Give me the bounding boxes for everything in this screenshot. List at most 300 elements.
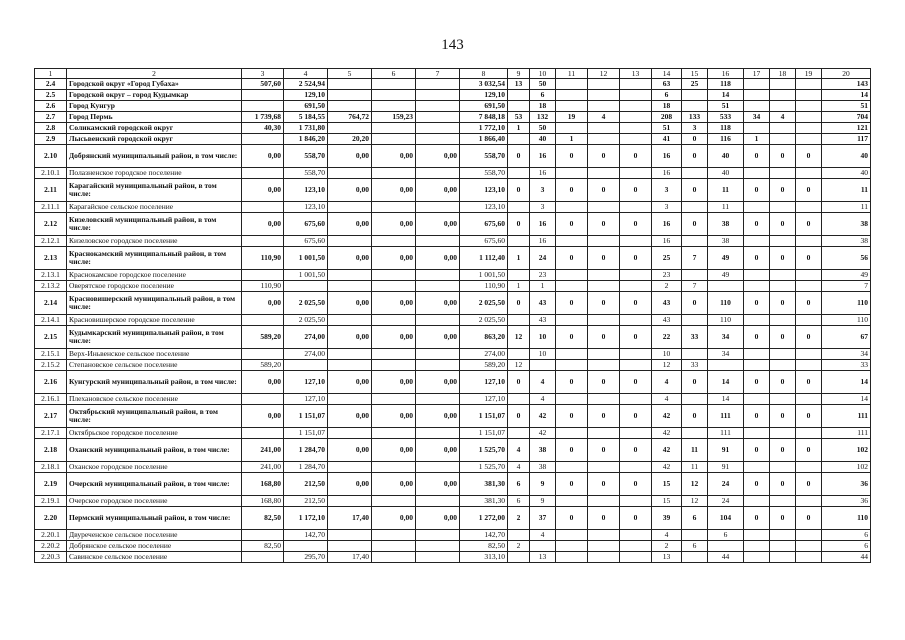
count-cell xyxy=(770,236,796,247)
row-name: Городской округ «Город Губаха» xyxy=(67,79,242,90)
count-cell xyxy=(620,349,652,360)
value-cell xyxy=(372,101,416,112)
count-cell xyxy=(588,530,620,541)
count-cell xyxy=(770,541,796,552)
count-cell xyxy=(508,530,530,541)
count-cell xyxy=(556,270,588,281)
value-cell: 1 284,70 xyxy=(284,439,328,462)
count-cell: 104 xyxy=(708,507,744,530)
count-cell: 25 xyxy=(682,79,708,90)
count-cell xyxy=(770,496,796,507)
count-cell: 38 xyxy=(708,213,744,236)
value-cell: 0,00 xyxy=(328,439,372,462)
value-cell xyxy=(328,236,372,247)
value-cell: 1 525,70 xyxy=(460,439,508,462)
value-cell xyxy=(372,134,416,145)
count-cell: 0 xyxy=(620,439,652,462)
row-name: Город Кунгур xyxy=(67,101,242,112)
row-code: 2.17.1 xyxy=(35,428,67,439)
count-cell: 0 xyxy=(796,213,822,236)
table-row xyxy=(35,428,871,439)
value-cell: 0,00 xyxy=(372,371,416,394)
row-code: 2.10.1 xyxy=(35,168,67,179)
count-cell xyxy=(796,462,822,473)
count-cell: 0 xyxy=(682,213,708,236)
value-cell: 691,50 xyxy=(460,101,508,112)
count-cell xyxy=(796,134,822,145)
count-cell: 4 xyxy=(588,112,620,123)
count-cell: 1 xyxy=(556,134,588,145)
table-row xyxy=(35,168,871,179)
count-cell: 0 xyxy=(620,473,652,496)
row-code: 2.11.1 xyxy=(35,202,67,213)
row-name: Кудымкарский муниципальный район, в том числе: xyxy=(67,326,242,349)
value-cell xyxy=(372,496,416,507)
value-cell: 0,00 xyxy=(416,145,460,168)
table-row xyxy=(35,247,871,270)
value-cell xyxy=(242,168,284,179)
row-name: Карагайское сельское поселение xyxy=(67,202,242,213)
table-row xyxy=(35,326,871,349)
count-cell xyxy=(796,552,822,563)
row-code: 2.20.1 xyxy=(35,530,67,541)
count-cell: 0 xyxy=(744,507,770,530)
row-name: Октябрьское городское поселение xyxy=(67,428,242,439)
count-cell: 7 xyxy=(682,281,708,292)
count-cell xyxy=(620,530,652,541)
count-cell xyxy=(770,360,796,371)
row-name: Карагайский муниципальный район, в том числе: xyxy=(67,179,242,202)
value-cell: 17,40 xyxy=(328,507,372,530)
value-cell xyxy=(242,552,284,563)
value-cell: 0,00 xyxy=(416,371,460,394)
value-cell xyxy=(416,123,460,134)
row-name: Кунгурский муниципальный район, в том числе: xyxy=(67,371,242,394)
count-cell: 16 xyxy=(652,168,682,179)
value-cell: 241,00 xyxy=(242,439,284,462)
count-cell: 43 xyxy=(530,315,556,326)
count-cell: 0 xyxy=(770,247,796,270)
count-cell: 0 xyxy=(508,292,530,315)
value-cell xyxy=(242,315,284,326)
table-row xyxy=(35,101,871,112)
count-cell xyxy=(556,552,588,563)
count-cell: 4 xyxy=(508,462,530,473)
table-row xyxy=(35,541,871,552)
count-cell: 9 xyxy=(530,496,556,507)
count-cell: 50 xyxy=(530,79,556,90)
count-cell: 0 xyxy=(744,326,770,349)
count-cell xyxy=(744,168,770,179)
total-cell: 34 xyxy=(822,349,871,360)
total-cell: 111 xyxy=(822,428,871,439)
count-cell: 4 xyxy=(508,439,530,462)
count-cell xyxy=(744,394,770,405)
value-cell: 1 272,00 xyxy=(460,507,508,530)
value-cell xyxy=(416,541,460,552)
row-code: 2.12 xyxy=(35,213,67,236)
row-name: Верх-Иньвенское сельское поселение xyxy=(67,349,242,360)
count-cell: 13 xyxy=(530,552,556,563)
count-cell xyxy=(588,79,620,90)
count-cell xyxy=(744,281,770,292)
count-cell: 0 xyxy=(556,179,588,202)
value-cell xyxy=(416,101,460,112)
value-cell: 0,00 xyxy=(372,179,416,202)
count-cell: 2 xyxy=(508,541,530,552)
value-cell xyxy=(416,281,460,292)
value-cell xyxy=(242,202,284,213)
count-cell xyxy=(744,202,770,213)
count-cell: 34 xyxy=(708,326,744,349)
row-code: 2.16.1 xyxy=(35,394,67,405)
value-cell xyxy=(372,236,416,247)
value-cell: 691,50 xyxy=(284,101,328,112)
count-cell: 0 xyxy=(796,507,822,530)
value-cell xyxy=(328,496,372,507)
header-row xyxy=(35,69,871,79)
count-cell: 44 xyxy=(708,552,744,563)
count-cell: 6 xyxy=(682,507,708,530)
value-cell xyxy=(372,281,416,292)
row-code: 2.9 xyxy=(35,134,67,145)
row-name: Краснокамское городское поселение xyxy=(67,270,242,281)
value-cell xyxy=(416,202,460,213)
count-cell: 0 xyxy=(770,405,796,428)
value-cell: 0,00 xyxy=(242,213,284,236)
count-cell xyxy=(556,202,588,213)
count-cell: 43 xyxy=(652,292,682,315)
count-cell: 3 xyxy=(652,202,682,213)
count-cell: 12 xyxy=(652,360,682,371)
count-cell xyxy=(508,101,530,112)
count-cell: 51 xyxy=(708,101,744,112)
count-cell xyxy=(620,281,652,292)
value-cell xyxy=(242,236,284,247)
count-cell: 19 xyxy=(556,112,588,123)
count-cell: 0 xyxy=(620,371,652,394)
count-cell xyxy=(588,202,620,213)
row-code: 2.13 xyxy=(35,247,67,270)
count-cell xyxy=(588,552,620,563)
count-cell: 111 xyxy=(708,405,744,428)
count-cell: 0 xyxy=(588,179,620,202)
total-cell: 11 xyxy=(822,202,871,213)
value-cell: 1 525,70 xyxy=(460,462,508,473)
count-cell: 3 xyxy=(682,123,708,134)
count-cell: 1 xyxy=(508,247,530,270)
header-cell: 2 xyxy=(67,69,242,79)
value-cell xyxy=(372,123,416,134)
count-cell xyxy=(556,530,588,541)
count-cell xyxy=(556,79,588,90)
row-name: Красновишерский муниципальный район, в том числе: xyxy=(67,292,242,315)
value-cell xyxy=(328,530,372,541)
value-cell: 0,00 xyxy=(242,145,284,168)
count-cell xyxy=(796,236,822,247)
value-cell: 0,00 xyxy=(328,247,372,270)
count-cell: 2 xyxy=(652,281,682,292)
count-cell: 0 xyxy=(770,439,796,462)
table-row xyxy=(35,507,871,530)
row-code: 2.8 xyxy=(35,123,67,134)
count-cell: 0 xyxy=(744,247,770,270)
count-cell: 42 xyxy=(530,405,556,428)
row-name: Город Пермь xyxy=(67,112,242,123)
count-cell: 38 xyxy=(708,236,744,247)
value-cell: 0,00 xyxy=(242,292,284,315)
count-cell xyxy=(796,168,822,179)
value-cell: 212,50 xyxy=(284,473,328,496)
header-cell: 18 xyxy=(770,69,796,79)
count-cell: 3 xyxy=(530,202,556,213)
count-cell: 0 xyxy=(770,371,796,394)
count-cell: 18 xyxy=(530,101,556,112)
total-cell: 67 xyxy=(822,326,871,349)
value-cell: 0,00 xyxy=(416,213,460,236)
count-cell: 0 xyxy=(556,507,588,530)
value-cell xyxy=(416,530,460,541)
count-cell: 133 xyxy=(682,112,708,123)
value-cell xyxy=(416,394,460,405)
count-cell xyxy=(708,281,744,292)
count-cell: 16 xyxy=(530,213,556,236)
value-cell: 0,00 xyxy=(328,145,372,168)
value-cell: 0,00 xyxy=(416,473,460,496)
count-cell xyxy=(682,315,708,326)
count-cell xyxy=(796,123,822,134)
value-cell xyxy=(328,394,372,405)
count-cell xyxy=(620,134,652,145)
total-cell: 110 xyxy=(822,315,871,326)
count-cell: 11 xyxy=(682,462,708,473)
row-code: 2.17 xyxy=(35,405,67,428)
total-cell: 56 xyxy=(822,247,871,270)
count-cell xyxy=(796,394,822,405)
count-cell xyxy=(744,270,770,281)
header-cell: 3 xyxy=(242,69,284,79)
count-cell: 0 xyxy=(620,145,652,168)
value-cell: 1 731,80 xyxy=(284,123,328,134)
count-cell xyxy=(796,428,822,439)
count-cell: 208 xyxy=(652,112,682,123)
value-cell: 558,70 xyxy=(284,168,328,179)
count-cell: 16 xyxy=(530,236,556,247)
count-cell: 0 xyxy=(796,405,822,428)
value-cell: 127,10 xyxy=(284,394,328,405)
value-cell xyxy=(242,101,284,112)
row-name: Савинское сельское поселение xyxy=(67,552,242,563)
value-cell: 0,00 xyxy=(242,405,284,428)
count-cell: 0 xyxy=(744,473,770,496)
total-cell: 704 xyxy=(822,112,871,123)
count-cell: 16 xyxy=(530,168,556,179)
count-cell xyxy=(556,168,588,179)
count-cell xyxy=(682,90,708,101)
value-cell: 1 284,70 xyxy=(284,462,328,473)
value-cell xyxy=(372,202,416,213)
total-cell: 6 xyxy=(822,530,871,541)
count-cell xyxy=(588,360,620,371)
count-cell: 0 xyxy=(556,405,588,428)
count-cell xyxy=(508,90,530,101)
header-cell: 12 xyxy=(588,69,620,79)
table-row xyxy=(35,349,871,360)
count-cell xyxy=(508,315,530,326)
count-cell: 0 xyxy=(620,292,652,315)
count-cell: 50 xyxy=(530,123,556,134)
total-cell: 102 xyxy=(822,439,871,462)
value-cell xyxy=(328,281,372,292)
value-cell: 675,60 xyxy=(284,236,328,247)
header-cell: 10 xyxy=(530,69,556,79)
count-cell: 13 xyxy=(652,552,682,563)
value-cell: 274,00 xyxy=(284,326,328,349)
count-cell: 0 xyxy=(556,439,588,462)
total-cell: 38 xyxy=(822,236,871,247)
value-cell: 1 151,07 xyxy=(284,405,328,428)
count-cell xyxy=(620,541,652,552)
value-cell xyxy=(242,270,284,281)
count-cell xyxy=(682,530,708,541)
count-cell xyxy=(744,530,770,541)
value-cell: 212,50 xyxy=(284,496,328,507)
value-cell xyxy=(284,541,328,552)
total-cell: 143 xyxy=(822,79,871,90)
count-cell xyxy=(770,101,796,112)
count-cell: 0 xyxy=(556,371,588,394)
count-cell: 4 xyxy=(652,530,682,541)
total-cell: 14 xyxy=(822,394,871,405)
value-cell: 0,00 xyxy=(242,179,284,202)
value-cell: 129,10 xyxy=(460,90,508,101)
value-cell: 507,60 xyxy=(242,79,284,90)
count-cell: 0 xyxy=(744,439,770,462)
row-name: Лысьвенский городской округ xyxy=(67,134,242,145)
count-cell xyxy=(508,168,530,179)
value-cell: 5 184,55 xyxy=(284,112,328,123)
value-cell: 0,00 xyxy=(372,247,416,270)
row-name: Городской округ – город Кудымкар xyxy=(67,90,242,101)
value-cell: 2 025,50 xyxy=(284,315,328,326)
count-cell: 0 xyxy=(796,179,822,202)
count-cell: 0 xyxy=(588,473,620,496)
value-cell xyxy=(416,428,460,439)
value-cell xyxy=(328,168,372,179)
count-cell: 37 xyxy=(530,507,556,530)
row-code: 2.12.1 xyxy=(35,236,67,247)
count-cell: 4 xyxy=(530,530,556,541)
value-cell xyxy=(242,134,284,145)
row-name: Добрянское сельское поселение xyxy=(67,541,242,552)
count-cell xyxy=(744,349,770,360)
count-cell: 0 xyxy=(682,134,708,145)
count-cell: 16 xyxy=(652,145,682,168)
value-cell xyxy=(416,134,460,145)
table-row xyxy=(35,79,871,90)
table-row xyxy=(35,145,871,168)
value-cell xyxy=(372,462,416,473)
total-cell: 110 xyxy=(822,292,871,315)
value-cell xyxy=(242,394,284,405)
value-cell: 142,70 xyxy=(284,530,328,541)
count-cell: 41 xyxy=(652,134,682,145)
total-cell: 102 xyxy=(822,462,871,473)
count-cell: 39 xyxy=(652,507,682,530)
header-cell: 6 xyxy=(372,69,416,79)
count-cell xyxy=(770,394,796,405)
value-cell xyxy=(416,349,460,360)
value-cell: 558,70 xyxy=(460,168,508,179)
count-cell: 6 xyxy=(508,496,530,507)
total-cell: 110 xyxy=(822,507,871,530)
value-cell: 1 172,10 xyxy=(284,507,328,530)
count-cell xyxy=(530,360,556,371)
value-cell: 0,00 xyxy=(416,405,460,428)
row-code: 2.20.2 xyxy=(35,541,67,552)
count-cell: 16 xyxy=(652,236,682,247)
count-cell: 3 xyxy=(652,179,682,202)
count-cell: 4 xyxy=(530,371,556,394)
count-cell: 63 xyxy=(652,79,682,90)
value-cell xyxy=(416,315,460,326)
count-cell xyxy=(744,496,770,507)
page-number: 143 xyxy=(441,37,464,53)
value-cell: 168,80 xyxy=(242,496,284,507)
value-cell: 2 524,94 xyxy=(284,79,328,90)
data-table xyxy=(34,68,871,563)
count-cell: 110 xyxy=(708,292,744,315)
count-cell: 12 xyxy=(682,473,708,496)
table-row xyxy=(35,473,871,496)
table-row xyxy=(35,439,871,462)
value-cell xyxy=(284,281,328,292)
count-cell xyxy=(770,530,796,541)
value-cell xyxy=(372,552,416,563)
count-cell xyxy=(744,101,770,112)
total-cell: 7 xyxy=(822,281,871,292)
total-cell: 49 xyxy=(822,270,871,281)
count-cell: 0 xyxy=(744,405,770,428)
value-cell: 0,00 xyxy=(416,507,460,530)
count-cell: 16 xyxy=(530,145,556,168)
count-cell: 0 xyxy=(588,439,620,462)
count-cell xyxy=(588,270,620,281)
count-cell: 132 xyxy=(530,112,556,123)
value-cell: 0,00 xyxy=(372,213,416,236)
count-cell xyxy=(744,315,770,326)
value-cell: 0,00 xyxy=(416,247,460,270)
table-row xyxy=(35,405,871,428)
count-cell: 0 xyxy=(620,213,652,236)
count-cell: 0 xyxy=(556,213,588,236)
count-cell xyxy=(588,168,620,179)
count-cell: 18 xyxy=(652,101,682,112)
count-cell: 13 xyxy=(508,79,530,90)
count-cell: 0 xyxy=(770,145,796,168)
count-cell: 0 xyxy=(620,507,652,530)
count-cell xyxy=(620,236,652,247)
value-cell xyxy=(328,79,372,90)
count-cell xyxy=(744,123,770,134)
count-cell: 118 xyxy=(708,79,744,90)
table-row xyxy=(35,496,871,507)
count-cell: 0 xyxy=(744,145,770,168)
count-cell xyxy=(620,90,652,101)
count-cell xyxy=(620,123,652,134)
table-row xyxy=(35,270,871,281)
count-cell xyxy=(682,552,708,563)
